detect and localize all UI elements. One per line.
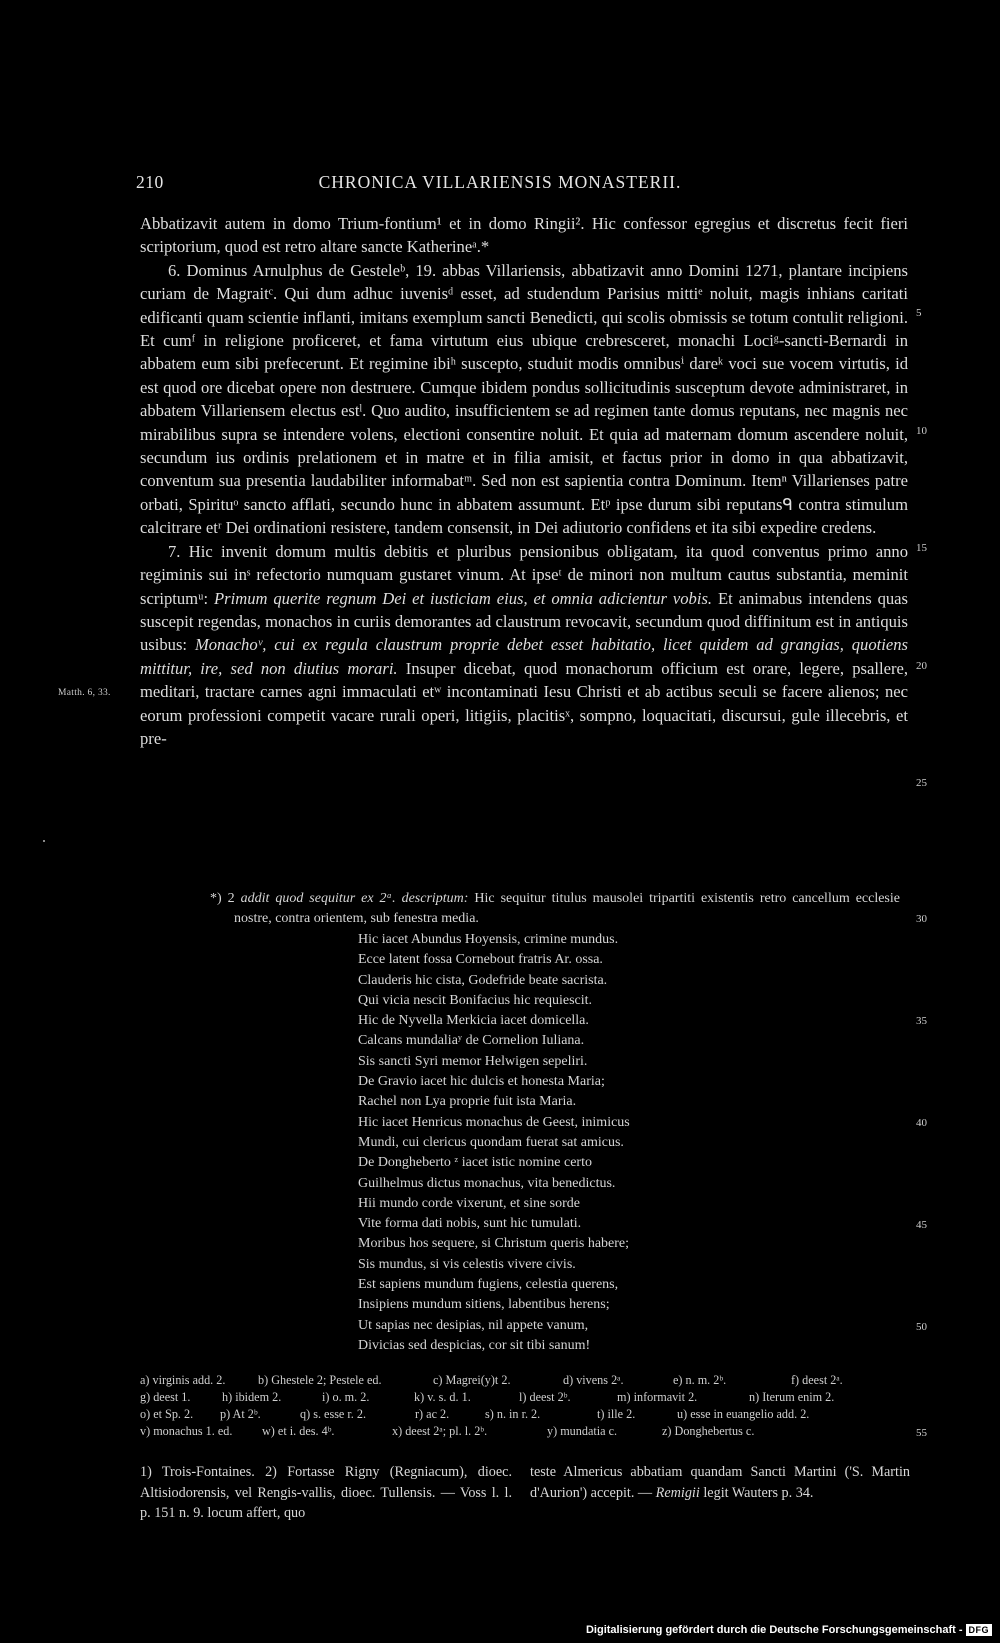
star-footnote (210, 889, 900, 929)
source-note (530, 1462, 910, 1503)
poem-line: Clauderis hic cista, Godefride beate sacrista. (358, 972, 608, 988)
text-span: Et animabus intendens quas suscepit regendas, monachos in curiis demorantes ad claustrum revocavit, secundum quod diffinitum est in antiquis usibus: (140, 588, 908, 655)
italic-name: Remigii (655, 1484, 700, 1501)
apparatus-row (140, 1372, 910, 1389)
variant: c) Magrei(y)t 2. (433, 1373, 511, 1387)
bible-quote: Primum querite regnum Dei et iusticiam eius, et omnia adicientur vobis. (214, 588, 713, 608)
line-number: 5 (916, 307, 922, 319)
paragraph-6: 6. Dominus Arnulphus de Gesteleᵇ, 19. abbas Villariensis, abbatizavit anno Domini 1271, plantare incipiens curiam de Magraitᶜ. Qui dum adhuc iuvenisᵈ esset, ad studendum Parisius mittiᵉ noluit, magis inhians caritati edificanti quam scientie inflanti, imitans exemplum sancti Benedicti, qui scolis obmissis se totum contulit religioni. Et cumᶠ in religione proficeret, et fama virtutum eius ubique crebresceret, monachi Lociᵍ-sancti-Bernardi in abbatem eum sibi prefecerunt. Et regimine ibiʰ suscepto, studuit modis omnibusⁱ dareᵏ voci sue vocem virtutis, id est quod ore dicebat opere non destruere. Cumque ibidem pondus sollicitudinis susceptum devote administraret, in abbatem Villariensem electus estˡ. Quo audito, insufficientem se ad regimen tante domus reputans, nec magnis nec mirabilibus supra se intendere volens, electioni consentire noluit. Et quia ad maternam domum ascendere noluit, secundum ius ordinis prelationem et in matre et in filia amisit, et factus prior in domo in qua abbatizavit, conventum sua presentia laudabiliter informabatᵐ. Sed non est sapientia contra Dominum. Itemⁿ Villarienses patre orbati, Spirituᵒ sancto afflati, secundo hunc in abbatem assumunt. Etᵖ ipse durum sibi reputansᑫ contra stimulum calcitrare etʳ Dei ordinationi resistere, tandem consensit, in Dei adiutorio confidens et ita sibi expedire credens. (140, 260, 908, 538)
variant: o) et Sp. 2. (140, 1407, 194, 1421)
variant: t) ille 2. (597, 1407, 636, 1421)
line-number: 30 (916, 913, 927, 925)
apparatus-row (140, 1406, 910, 1423)
poem-line: Sis mundus, si vis celestis vivere civis. (358, 1256, 576, 1272)
apparatus-row (140, 1423, 910, 1440)
editorial-note: addit quod sequitur ex 2ᵃ. descriptum: (240, 891, 469, 906)
rule-quote: Monachoᵛ, cui ex regula claustrum proprie debet esset habitatio, licet quidem ad grangias, quotiens mittitur, ire, sed non diutius morari. (140, 635, 908, 678)
line-number: 15 (916, 542, 927, 554)
variant: v) monachus 1. ed. (140, 1424, 233, 1438)
line-number: 50 (916, 1321, 927, 1333)
scan-speck (43, 840, 45, 842)
poem-line: Hic de Nyvella Merkicia iacet domicella. (358, 1013, 589, 1029)
variant: a) virginis add. 2. (140, 1373, 226, 1387)
poem-line: Guilhelmus dictus monachus, vita benedictus. (358, 1175, 616, 1191)
main-text (140, 212, 908, 750)
text-span: legit Wauters p. 34. (699, 1484, 814, 1501)
footnote-mark: *) 2 (210, 891, 235, 906)
variant: d) vivens 2ᵃ. (563, 1373, 624, 1387)
poem-line: Ecce latent fossa Cornebout fratris Ar. ossa. (358, 952, 603, 968)
poem-line: Vite forma dati nobis, sunt hic tumulati. (358, 1216, 582, 1232)
line-number: 35 (916, 1015, 927, 1027)
footnote-body: Hic sequitur titulus mausolei tripartiti existentis retro cancellum ecclesie nostre, contra orientem, sub fenestra media. (234, 891, 900, 926)
poem-line: Mundi, cui clericus quondam fuerat sat amicus. (358, 1134, 624, 1150)
epitaph-poem (358, 930, 630, 1356)
funding-footer (586, 1624, 992, 1636)
variant: g) deest 1. (140, 1390, 191, 1404)
critical-apparatus (140, 1372, 910, 1440)
dfg-logo: DFG (966, 1624, 993, 1636)
poem-line: Ut sapias nec desipias, nil appete vanum, (358, 1317, 589, 1333)
variant: q) s. esse r. 2. (300, 1407, 367, 1421)
line-number: 40 (916, 1117, 927, 1129)
variant: k) v. s. d. 1. (414, 1390, 471, 1404)
running-title: CHRONICA VILLARIENSIS MONASTERII. (318, 172, 682, 192)
poem-line: Divicias sed despicias, cor sit tibi sanum! (358, 1337, 591, 1353)
variant: x) deest 2ᵃ; pl. l. 2ᵇ. (392, 1424, 488, 1438)
source-notes-left (140, 1462, 512, 1524)
source-notes-right (530, 1462, 910, 1503)
line-number: 45 (916, 1219, 927, 1231)
star-footnote-text (210, 889, 900, 929)
variant: y) mundatia c. (547, 1424, 618, 1438)
variant: f) deest 2ᵃ. (791, 1373, 843, 1387)
poem-line: Rachel non Lya proprie fuit ista Maria. (358, 1094, 577, 1110)
poem-line: De Dongheberto ᶻ iacet istic nomine certo (358, 1155, 592, 1171)
poem-line: Hic iacet Abundus Hoyensis, crimine mundus. (358, 932, 619, 947)
variant: b) Ghestele 2; Pestele ed. (258, 1373, 382, 1387)
line-number: 20 (916, 660, 927, 672)
line-number: 25 (916, 777, 927, 789)
funding-text: Digitalisierung gefördert durch die Deutsche Forschungsgemeinschaft - (585, 1624, 963, 1636)
text-span: Insuper dicebat, quod monachorum officium est orare, legere, psallere, meditari, tractare carnes agni immaculati etʷ incontaminati Iesu Christi et ab actibus seculi se facere alienos; nec eorum professioni competit vacare rurali operi, litigiis, placitisˣ, sompno, loquacitati, discursui, gule illecebris, et pre- (140, 658, 908, 748)
poem-line: Hii mundo corde vixerunt, et sine sorde (358, 1195, 581, 1211)
poem-line: Hic iacet Henricus monachus de Geest, inimicus (358, 1114, 630, 1130)
variant: n) Iterum enim 2. (749, 1390, 835, 1404)
line-number: 10 (916, 425, 927, 437)
variant: p) At 2ᵇ. (220, 1407, 261, 1421)
variant: m) informavit 2. (617, 1390, 698, 1404)
poem-line: Moribus hos sequere, si Christum queris habere; (358, 1236, 630, 1252)
variant: e) n. m. 2ᵇ. (673, 1373, 727, 1387)
page-number: 210 (136, 172, 164, 192)
poem-line: Calcans mundaliaʸ de Cornelion Iuliana. (358, 1033, 585, 1049)
poem-line: Insipiens mundum sitiens, labentibus herens; (358, 1297, 610, 1313)
poem-line: Qui vicia nescit Bonifacius hic requiescit. (358, 992, 593, 1008)
paragraph-7 (140, 540, 908, 751)
variant: w) et i. des. 4ᵇ. (262, 1424, 335, 1438)
paragraph-1: Abbatizavit autem in domo Trium-fontium¹ et in domo Ringii². Hic confessor egregius et discretus fecit fieri scriptorium, quod est retro altare sancte Katherineᵃ.* (140, 214, 908, 257)
poem-line: Est sapiens mundum fugiens, celestia querens, (358, 1277, 619, 1293)
variant: u) esse in euangelio add. 2. (677, 1407, 810, 1421)
variant: r) ac 2. (415, 1407, 450, 1421)
margin-reference: Matth. 6, 33. (58, 688, 111, 698)
variant: h) ibidem 2. (222, 1390, 282, 1404)
variant: s) n. in r. 2. (485, 1407, 541, 1421)
variant: i) o. m. 2. (322, 1390, 370, 1404)
line-number: 55 (916, 1427, 927, 1439)
variant: l) deest 2ᵇ. (519, 1390, 571, 1404)
source-note: 1) Trois-Fontaines. 2) Fortasse Rigny (Regniacum), dioec. Altisiodorensis, vel Rengis-vallis, dioec. Tullensis. — Voss l. l. p. 151 n. 9. locum affert, quo (140, 1464, 512, 1521)
text-span: teste Almericus abbatiam quandam Sancti Martini ('S. Martin d'Aurion') accepit. — (530, 1464, 910, 1501)
text-span: 7. Hic invenit domum multis debitis et pluribus pensionibus obligatam, ita quod conventus primo anno regiminis sui inˢ refectorio numquam gustaret vinum. At ipseᵗ de minori non multum cautus substantia, meminit scriptumᵘ: (140, 541, 908, 608)
variant: z) Donghebertus c. (662, 1424, 755, 1438)
apparatus-row (140, 1389, 910, 1406)
poem-line: Sis sancti Syri memor Helwigen sepeliri. (358, 1053, 588, 1069)
poem-line: De Gravio iacet hic dulcis et honesta Maria; (358, 1074, 605, 1090)
